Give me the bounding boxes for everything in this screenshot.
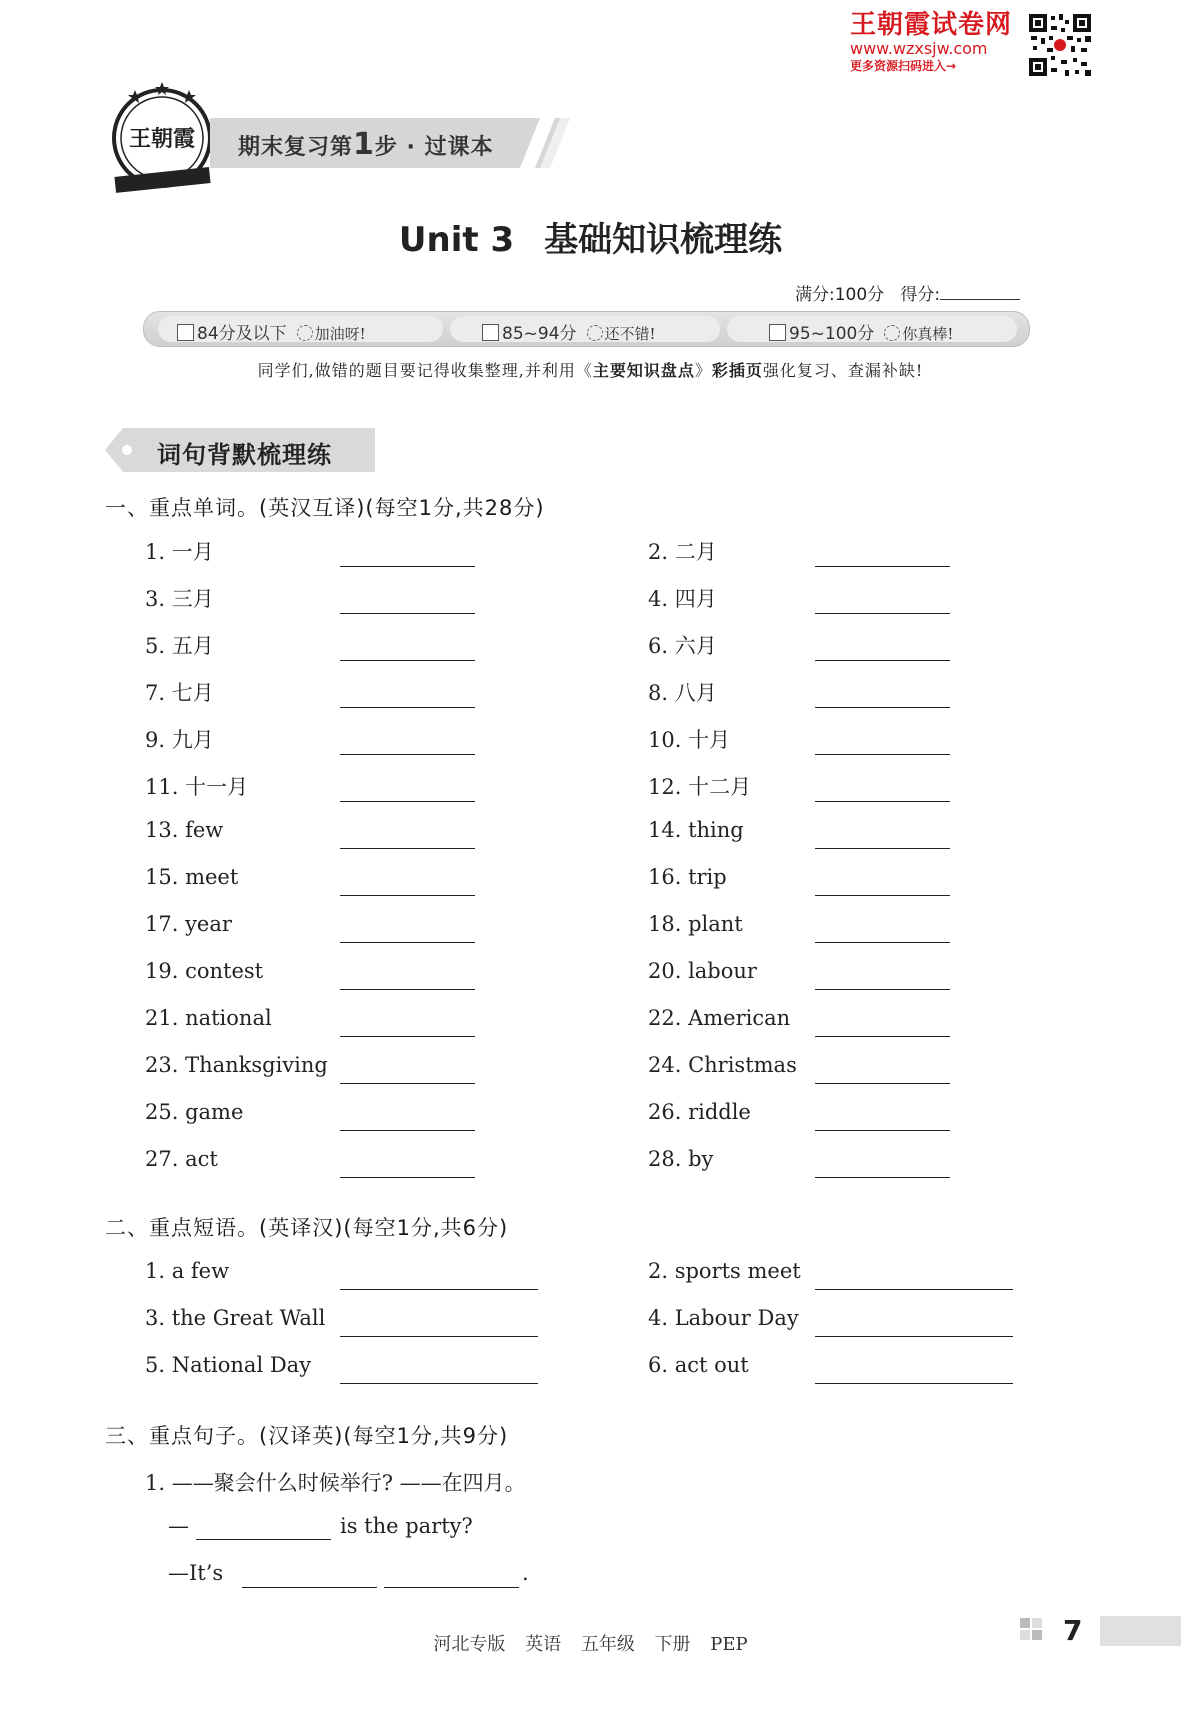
question-item: 7. 七月: [145, 681, 214, 705]
page-title: [0, 212, 1181, 261]
footer-info: 河北专版 英语 五年级 下册 PEP: [433, 1634, 748, 1655]
question-item: 18. plant: [648, 912, 743, 936]
brand-subtitle: 更多资源扫码进入→: [850, 59, 957, 73]
question-item: 2. sports meet: [648, 1259, 801, 1283]
grade-message: 还不错!: [604, 325, 656, 343]
question-item: 9. 九月: [145, 728, 214, 752]
answer-blank[interactable]: [340, 613, 475, 614]
qr-code-icon[interactable]: [1027, 12, 1093, 78]
question-item: 21. national: [145, 1006, 272, 1030]
question-item: 19. contest: [145, 959, 264, 983]
answer-blank[interactable]: [815, 848, 950, 849]
question-item: 27. act: [145, 1147, 218, 1171]
grade-range: 95~100分: [789, 324, 875, 344]
unit-label: Unit 3: [398, 220, 515, 260]
answer-blank[interactable]: [815, 566, 950, 567]
answer-blank[interactable]: [340, 660, 475, 661]
brand-name: 王朝霞试卷网: [850, 10, 1013, 40]
question-item: 26. riddle: [648, 1100, 751, 1124]
part3-line-1-prefix: —: [168, 1514, 189, 1538]
banner-step-number: 1: [353, 127, 375, 162]
question-item: 5. National Day: [145, 1353, 312, 1377]
answer-blank[interactable]: [340, 1083, 475, 1084]
answer-blank[interactable]: [815, 942, 950, 943]
answer-blank[interactable]: [340, 1036, 475, 1037]
section-label: 词句背默梳理练: [157, 441, 332, 469]
answer-blank[interactable]: [340, 1336, 538, 1337]
section-tag: [105, 428, 375, 472]
answer-blank[interactable]: [340, 1177, 475, 1178]
answer-blank[interactable]: [340, 1383, 538, 1384]
answer-blank[interactable]: [815, 1289, 1013, 1290]
question-item: 16. trip: [648, 865, 727, 889]
answer-blank[interactable]: [196, 1539, 331, 1540]
face-icon: [297, 325, 313, 341]
checkbox-icon[interactable]: [482, 324, 499, 341]
answer-blank[interactable]: [340, 1130, 475, 1131]
question-item: 12. 十二月: [648, 775, 752, 799]
question-item: 3. 三月: [145, 587, 214, 611]
tip-bold-1: 主要知识盘点: [592, 361, 695, 380]
tip-mid: 》: [694, 361, 712, 380]
tip-post: 强化复习、查漏补缺!: [762, 361, 924, 380]
question-item: 28. by: [648, 1147, 714, 1171]
question-item: 23. Thanksgiving: [145, 1053, 328, 1077]
svg-text:王朝霞: 王朝霞: [128, 126, 196, 152]
page-corner-icon: [1020, 1618, 1050, 1646]
question-item: 17. year: [145, 912, 232, 936]
answer-blank[interactable]: [815, 989, 950, 990]
part3-question-1: 1. ——聚会什么时候举行? ——在四月。: [145, 1471, 526, 1495]
answer-blank[interactable]: [340, 801, 475, 802]
answer-blank[interactable]: [242, 1587, 377, 1588]
question-item: 1. a few: [145, 1259, 230, 1283]
banner-post: 步 · 过课本: [374, 135, 494, 160]
answer-blank[interactable]: [340, 1289, 538, 1290]
tip-text: [0, 358, 1181, 381]
score-blank[interactable]: [940, 285, 1020, 300]
answer-blank[interactable]: [815, 801, 950, 802]
answer-blank[interactable]: [815, 613, 950, 614]
question-item: 10. 十月: [648, 728, 731, 752]
question-item: 4. 四月: [648, 587, 717, 611]
question-item: 5. 五月: [145, 634, 214, 658]
answer-blank[interactable]: [340, 989, 475, 990]
part3-line-2-prefix: —It’s: [168, 1561, 224, 1585]
question-item: 1. 一月: [145, 540, 214, 564]
answer-blank[interactable]: [384, 1587, 519, 1588]
tip-pre: 同学们,做错的题目要记得收集整理,并利用《: [257, 361, 593, 380]
grade-message: 加油呀!: [314, 325, 366, 343]
logo-seal: [105, 80, 220, 200]
banner-pre: 期末复习第: [238, 135, 354, 160]
part1-heading: 一、重点单词。(英汉互译)(每空1分,共28分): [105, 496, 545, 520]
checkbox-icon[interactable]: [177, 324, 194, 341]
question-item: 24. Christmas: [648, 1053, 797, 1077]
answer-blank[interactable]: [815, 1177, 950, 1178]
answer-blank[interactable]: [340, 707, 475, 708]
question-item: 15. meet: [145, 865, 239, 889]
answer-blank[interactable]: [815, 660, 950, 661]
question-item: 6. act out: [648, 1353, 749, 1377]
tip-bold-2: 彩插页: [711, 361, 763, 380]
part3-heading: 三、重点句子。(汉译英)(每空1分,共9分): [105, 1424, 509, 1448]
answer-blank[interactable]: [815, 1130, 950, 1131]
answer-blank[interactable]: [340, 895, 475, 896]
score-label: 得分:: [900, 285, 941, 305]
grade-option-mid[interactable]: [482, 319, 656, 344]
question-item: 4. Labour Day: [648, 1306, 799, 1330]
question-item: 11. 十一月: [145, 775, 249, 799]
checkbox-icon[interactable]: [769, 324, 786, 341]
grade-band: [143, 311, 1030, 347]
answer-blank[interactable]: [340, 754, 475, 755]
answer-blank[interactable]: [815, 1083, 950, 1084]
face-icon: [587, 325, 603, 341]
question-item: 8. 八月: [648, 681, 717, 705]
answer-blank[interactable]: [815, 754, 950, 755]
question-item: 22. American: [648, 1006, 791, 1030]
title-name: 基础知识梳理练: [544, 220, 783, 260]
review-step-banner: [210, 118, 570, 168]
brand-header: [850, 10, 1030, 74]
full-score: 满分:100分: [795, 285, 885, 305]
answer-blank[interactable]: [815, 895, 950, 896]
answer-blank[interactable]: [815, 707, 950, 708]
page-bar: [1100, 1616, 1181, 1646]
answer-blank[interactable]: [340, 566, 475, 567]
grade-option-low[interactable]: [177, 319, 366, 344]
grade-option-high[interactable]: [769, 319, 953, 344]
answer-blank[interactable]: [815, 1336, 1013, 1337]
question-item: 3. the Great Wall: [145, 1306, 326, 1330]
question-item: 13. few: [145, 818, 224, 842]
question-item: 14. thing: [648, 818, 744, 842]
question-item: 20. labour: [648, 959, 757, 983]
grade-message: 你真棒!: [902, 325, 954, 343]
part2-heading: 二、重点短语。(英译汉)(每空1分,共6分): [105, 1216, 509, 1240]
part3-line-1-text: is the party?: [340, 1514, 473, 1538]
grade-range: 84分及以下: [197, 324, 287, 344]
brand-url[interactable]: www.wzxsjw.com: [850, 39, 988, 58]
answer-blank[interactable]: [340, 942, 475, 943]
question-item: 6. 六月: [648, 634, 717, 658]
score-line: [795, 280, 1020, 305]
part3-line-2-end: .: [522, 1561, 529, 1585]
grade-range: 85~94分: [502, 324, 577, 344]
face-icon: [884, 325, 900, 341]
page-number: 7: [1063, 1614, 1083, 1647]
answer-blank[interactable]: [815, 1036, 950, 1037]
answer-blank[interactable]: [340, 848, 475, 849]
answer-blank[interactable]: [815, 1383, 1013, 1384]
question-item: 25. game: [145, 1100, 244, 1124]
question-item: 2. 二月: [648, 540, 717, 564]
